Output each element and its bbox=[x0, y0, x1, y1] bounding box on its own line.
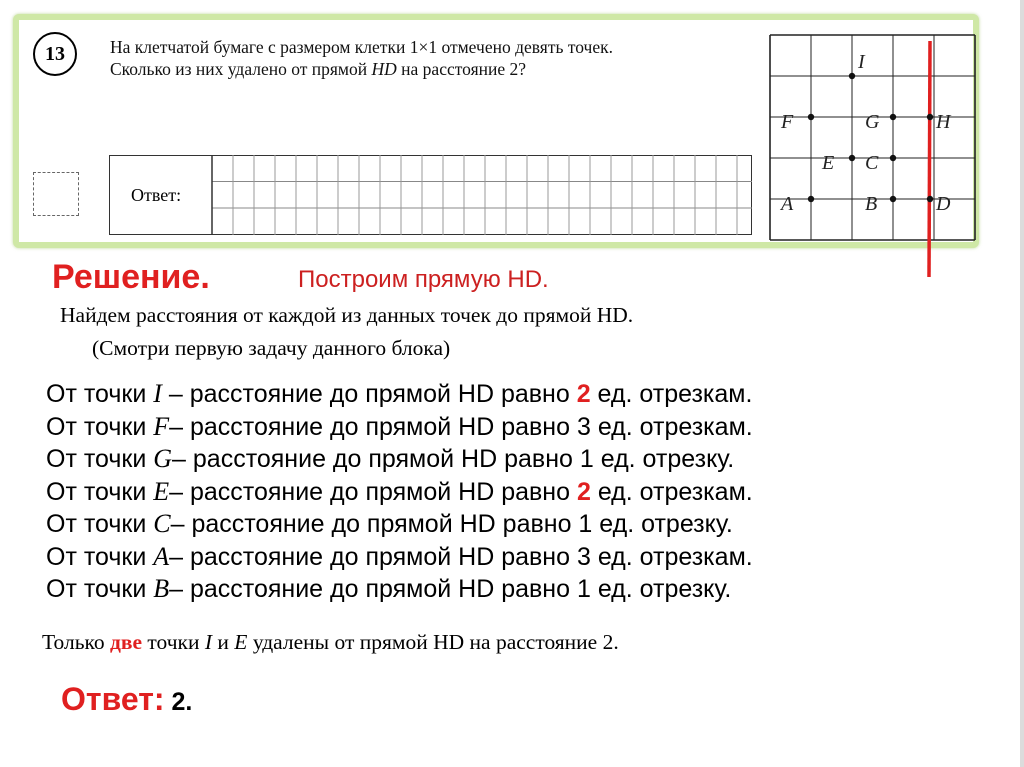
point-label-B: B bbox=[865, 193, 878, 215]
final-answer: Ответ: 2. bbox=[61, 681, 193, 717]
point-label-F: F bbox=[781, 111, 794, 133]
point-label-A: A bbox=[781, 193, 794, 215]
task-line-1: На клетчатой бумаге с размером клетки 1×1 отмечено девять точек. bbox=[110, 37, 613, 57]
task-statement bbox=[110, 36, 770, 80]
point-H bbox=[927, 114, 933, 120]
see-reference-text: (Смотри первую задачу данного блока) bbox=[92, 336, 451, 360]
final-answer-value: 2 bbox=[164, 688, 186, 716]
find-distances-text: Найдем расстояния от каждой из данных точек до прямой HD. bbox=[60, 303, 634, 327]
distance-item: От точки I – расстояние до прямой HD равно 2 ед. отрезкам. bbox=[46, 379, 753, 408]
point-label-E: E bbox=[822, 152, 835, 174]
task-line-2: Сколько из них удалено от прямой HD на расстояние 2? bbox=[110, 59, 527, 79]
point-C bbox=[890, 155, 896, 161]
point-label-G: G bbox=[865, 111, 880, 133]
answer-label: Ответ: bbox=[131, 185, 182, 205]
line-hd bbox=[929, 41, 930, 277]
distance-item: От точки A– расстояние до прямой HD равно 3 ед. отрезкам. bbox=[46, 541, 753, 571]
conclusion-text: Только две точки I и E удалены от прямой HD на расстояние 2. bbox=[42, 630, 619, 654]
solution-title: Решение. bbox=[52, 258, 210, 296]
step-build-line: Построим прямую HD. bbox=[298, 266, 549, 293]
point-G bbox=[890, 114, 896, 120]
point-label-H: H bbox=[936, 111, 951, 133]
point-label-C: C bbox=[865, 152, 879, 174]
task-number: 13 bbox=[33, 32, 77, 76]
distance-item: От точки E– расстояние до прямой HD равно 2 ед. отрезкам. bbox=[46, 476, 753, 506]
point-I bbox=[849, 73, 855, 79]
grid-figure bbox=[765, 33, 980, 280]
distance-list bbox=[46, 378, 753, 606]
answer-grid bbox=[109, 155, 752, 235]
point-E bbox=[849, 155, 855, 161]
distance-item: От точки C– расстояние до прямой HD равно 1 ед. отрезку. bbox=[46, 509, 733, 538]
distance-item: От точки F– расстояние до прямой HD равно 3 ед. отрезкам. bbox=[46, 411, 753, 441]
point-F bbox=[808, 114, 814, 120]
slide-edge bbox=[1020, 0, 1024, 767]
final-answer-label: Ответ: bbox=[61, 681, 165, 717]
point-label-D: D bbox=[936, 193, 951, 215]
point-A bbox=[808, 196, 814, 202]
distance-item: От точки B– расстояние до прямой HD равно 1 ед. отрезку. bbox=[46, 574, 732, 603]
point-label-I: I bbox=[858, 51, 865, 73]
point-B bbox=[890, 196, 896, 202]
answer-checkbox bbox=[33, 172, 79, 216]
distance-item: От точки G– расстояние до прямой HD равно 1 ед. отрезку. bbox=[46, 444, 735, 473]
point-D bbox=[927, 196, 933, 202]
